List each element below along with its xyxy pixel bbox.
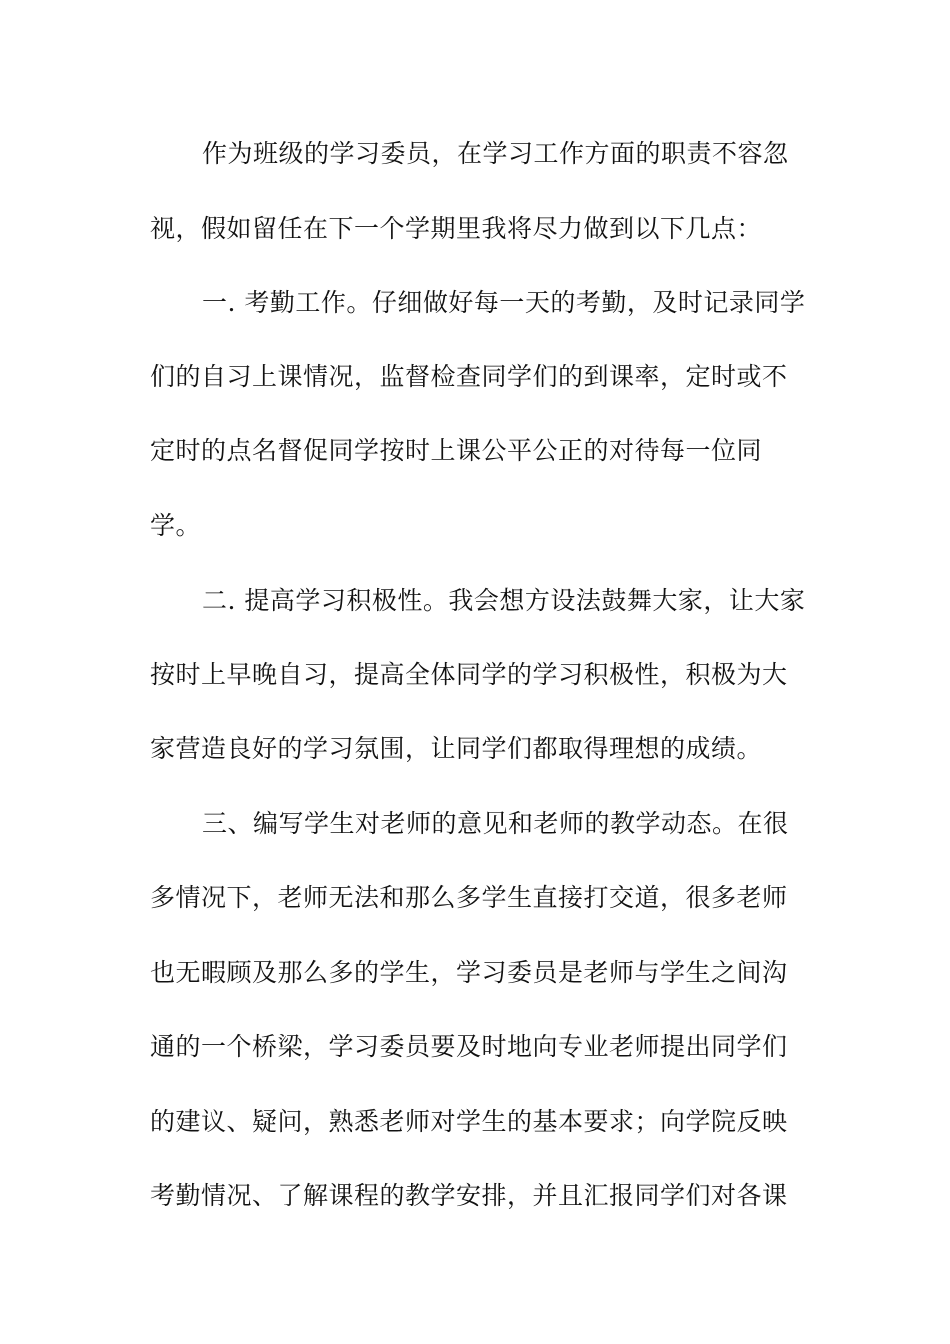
- paragraph-3-line-3: 家营造良好的学习氛围，让同学们都取得理想的成绩。: [150, 734, 763, 763]
- paragraph-4-line-1: 三、编写学生对老师的意见和老师的教学动态。在很: [202, 809, 789, 838]
- paragraph-4-line-3: 也无暇顾及那么多的学生，学习委员是老师与学生之间沟: [150, 958, 788, 987]
- paragraph-4-line-6: 考勤情况、了解课程的教学安排，并且汇报同学们对各课: [150, 1181, 788, 1210]
- paragraph-3-line-1: 二. 提高学习积极性。我会想方设法鼓舞大家，让大家: [202, 586, 806, 615]
- paragraph-4-line-4: 通的一个桥梁，学习委员要及时地向专业老师提出同学们: [150, 1032, 788, 1061]
- paragraph-2-line-4: 学。: [150, 511, 202, 540]
- paragraph-2-line-3: 定时的点名督促同学按时上课公平公正的对待每一位同: [150, 436, 763, 465]
- paragraph-4-line-5: 的建议、疑问，熟悉老师对学生的基本要求；向学院反映: [150, 1107, 788, 1136]
- paragraph-2-line-1: 一. 考勤工作。仔细做好每一天的考勤，及时记录同学: [202, 288, 806, 317]
- paragraph-2-line-2: 们的自习上课情况，监督检查同学们的到课率，定时或不: [150, 362, 788, 391]
- paragraph-3-line-2: 按时上早晚自习，提高全体同学的学习积极性，积极为大: [150, 660, 788, 689]
- paragraph-1-line-2: 视，假如留任在下一个学期里我将尽力做到以下几点：: [150, 214, 763, 243]
- paragraph-4-line-2: 多情况下，老师无法和那么多学生直接打交道，很多老师: [150, 883, 788, 912]
- paragraph-1-line-1: 作为班级的学习委员，在学习工作方面的职责不容忽: [202, 139, 789, 168]
